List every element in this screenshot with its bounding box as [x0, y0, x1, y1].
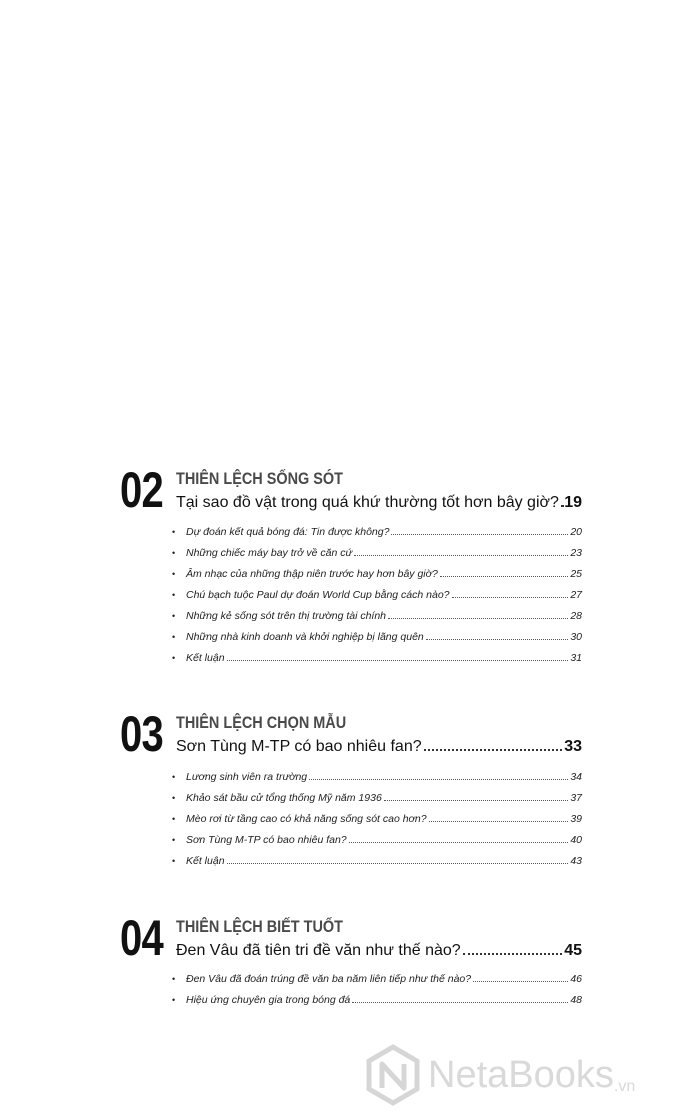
chapter-page-number: 19	[564, 494, 582, 511]
toc-item: • Đen Vâu đã đoán trúng đề văn ba năm liên tiếp như thế nào? 46	[172, 973, 582, 985]
toc-item: • Kết luận 31	[172, 652, 582, 664]
toc-item-page: 39	[570, 813, 582, 825]
toc-item-page: 43	[570, 855, 582, 867]
leader-dots	[309, 771, 568, 780]
toc-item-title: Những chiếc máy bay trở về căn cứ	[186, 547, 353, 559]
toc-item: • Dự đoán kết quả bóng đá: Tin được không? 20	[172, 526, 582, 538]
toc-item-title: Âm nhạc của những thập niên trước hay hơn bây giờ?	[186, 568, 438, 580]
toc-item-page: 40	[570, 834, 582, 846]
toc-item-title: Khảo sát bầu cử tổng thống Mỹ năm 1936	[186, 792, 382, 804]
toc-item: • Chú bạch tuộc Paul dự đoán World Cup bằng cách nào? 27	[172, 589, 582, 601]
toc-item-page: 25	[570, 568, 582, 580]
toc-item-page: 37	[570, 792, 582, 804]
leader-dots	[426, 631, 569, 640]
chapter-subtitle-row	[176, 735, 582, 757]
toc-item-page: 30	[570, 631, 582, 643]
leader-dots	[227, 652, 569, 661]
chapter-subtitle: Đen Vâu đã tiên tri đề văn như thế nào?	[176, 942, 461, 959]
toc-item-page: 48	[570, 994, 582, 1006]
chapter-title: THIÊN LỆCH CHỌN MẪU	[176, 713, 347, 732]
toc-item-title: Đen Vâu đã đoán trúng đề văn ba năm liên tiếp như thế nào?	[186, 973, 472, 985]
toc-item-page: 27	[570, 589, 582, 601]
section-list	[172, 973, 582, 1015]
netabooks-watermark	[362, 1040, 692, 1110]
chapter-title: THIÊN LỆCH BIẾT TUỐT	[176, 917, 343, 936]
toc-item-title: Kết luận	[186, 652, 225, 664]
toc-item: • Những chiếc máy bay trở về căn cứ 23	[172, 547, 582, 559]
leader-dots	[561, 491, 562, 507]
netabooks-logo-icon	[362, 1044, 424, 1106]
chapter-page-number: 45	[564, 942, 582, 959]
chapter-subtitle-row	[176, 939, 582, 961]
toc-item: • Mèo rơi từ tầng cao có khả năng sống sót cao hơn? 39	[172, 813, 582, 825]
toc-item-title: Lương sinh viên ra trường	[186, 771, 308, 783]
leader-dots	[349, 834, 569, 843]
toc-item-title: Chú bạch tuộc Paul dự đoán World Cup bằng cách nào?	[186, 589, 450, 601]
toc-item: • Hiệu ứng chuyên gia trong bóng đá 48	[172, 994, 582, 1006]
leader-dots	[354, 547, 568, 556]
toc-item-page: 23	[570, 547, 582, 559]
toc-item: • Âm nhạc của những thập niên trước hay hơn bây giờ? 25	[172, 568, 582, 580]
leader-dots	[473, 973, 568, 982]
toc-item-title: Kết luận	[186, 855, 225, 867]
chapter-subtitle: Sơn Tùng M-TP có bao nhiêu fan?	[176, 738, 422, 755]
chapter-page-number: 33	[564, 738, 582, 755]
leader-dots	[424, 735, 563, 751]
toc-item-title: Hiệu ứng chuyên gia trong bóng đá	[186, 994, 351, 1006]
watermark-brand: NetaBooks	[428, 1053, 614, 1096]
chapter-title: THIÊN LỆCH SỐNG SÓT	[176, 469, 343, 488]
toc-item: • Lương sinh viên ra trường 34	[172, 771, 582, 783]
toc-item-page: 28	[570, 610, 582, 622]
chapter-number: 02	[120, 462, 163, 518]
toc-item-page: 34	[570, 771, 582, 783]
chapter-subtitle: Tại sao đồ vật trong quá khứ thường tốt hơn bây giờ?	[176, 494, 559, 511]
leader-dots	[463, 939, 563, 955]
watermark-suffix: .vn	[613, 1078, 636, 1095]
toc-item-page: 46	[570, 973, 582, 985]
chapter-subtitle-row	[176, 491, 582, 513]
section-list	[172, 771, 582, 876]
section-list	[172, 526, 582, 673]
chapter-number: 03	[120, 706, 163, 762]
toc-item-title: Những nhà kinh doanh và khởi nghiệp bị lãng quên	[186, 631, 424, 643]
leader-dots	[391, 526, 568, 535]
toc-item-title: Mèo rơi từ tầng cao có khả năng sống sót cao hơn?	[186, 813, 427, 825]
leader-dots	[352, 994, 568, 1003]
toc-item: • Những kẻ sống sót trên thị trường tài chính 28	[172, 610, 582, 622]
leader-dots	[384, 792, 569, 801]
toc-item-title: Sơn Tùng M-TP có bao nhiêu fan?	[186, 834, 347, 846]
chapter-number: 04	[120, 910, 163, 966]
toc-item: • Khảo sát bầu cử tổng thống Mỹ năm 1936 37	[172, 792, 582, 804]
toc-item: • Những nhà kinh doanh và khởi nghiệp bị lãng quên 30	[172, 631, 582, 643]
toc-item: • Kết luận 43	[172, 855, 582, 867]
leader-dots	[388, 610, 568, 619]
leader-dots	[440, 568, 568, 577]
toc-item-page: 20	[570, 526, 582, 538]
leader-dots	[429, 813, 569, 822]
toc-item: • Sơn Tùng M-TP có bao nhiêu fan? 40	[172, 834, 582, 846]
toc-item-title: Những kẻ sống sót trên thị trường tài chính	[186, 610, 387, 622]
toc-item-title: Dự đoán kết quả bóng đá: Tin được không?	[186, 526, 390, 538]
leader-dots	[452, 589, 569, 598]
toc-item-page: 31	[570, 652, 582, 664]
leader-dots	[227, 855, 569, 864]
